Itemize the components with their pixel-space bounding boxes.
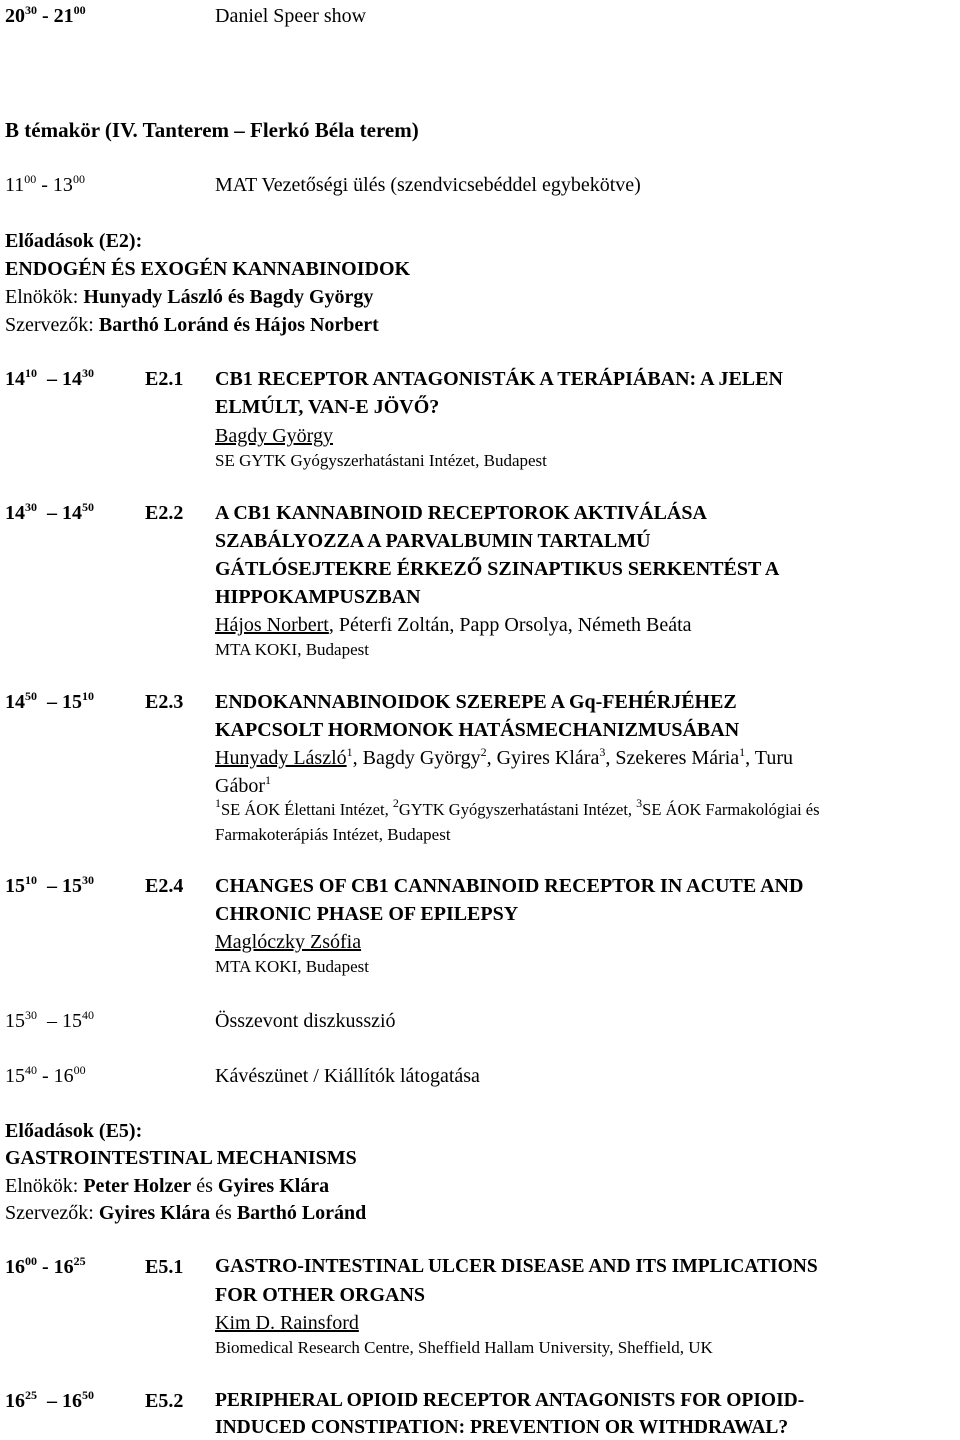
talk-affiliation: SE GYTK Gyógyszerhatástani Intézet, Budapest — [215, 451, 547, 470]
e2-organizers — [5, 315, 379, 335]
e5-chairs — [5, 1176, 329, 1196]
talk-presenter: Bagdy György — [215, 425, 333, 447]
slot-time-1430: $14^{30} - 14^{50}$ — [5, 500, 94, 524]
slot-time-1510: $15^{10} - 15^{30}$ — [5, 873, 94, 897]
e2-label: Előadások (E2): — [5, 230, 143, 252]
talk-presenter: Maglóczky Zsófia — [215, 931, 362, 953]
talk-code: E5.1 — [145, 1256, 184, 1278]
talk-title-line: KAPCSOLT HORMONOK HATÁSMECHANIZMUSÁBAN — [215, 719, 740, 741]
affil-1: SE ÁOK Élettani Intézet, — [221, 800, 389, 819]
talk-title-line: PERIPHERAL OPIOID RECEPTOR ANTAGONISTS FOR OPIOID- — [215, 1390, 805, 1411]
section-heading: B témakör (IV. Tanterem – Flerkó Béla terem) — [5, 118, 419, 142]
chairs-label: Elnökök: — [5, 286, 79, 308]
affil-2: GYTK Gyógyszerhatástani Intézet, — [398, 800, 633, 819]
discussion-text: Összevont diszkusszió — [215, 1010, 396, 1032]
e5-organizers — [5, 1203, 366, 1223]
organizer-1: Gyires Klára — [98, 1202, 211, 1224]
talk-title-line: CHRONIC PHASE OF EPILEPSY — [215, 903, 519, 925]
e5-title: GASTROINTESTINAL MECHANISMS — [5, 1147, 357, 1169]
affil-3: SE ÁOK Farmakológiai és — [642, 800, 820, 819]
talk-code: E2.3 — [145, 691, 184, 713]
and-word: és — [196, 1175, 213, 1197]
talk-presenter: Kim D. Rainsford — [215, 1312, 359, 1334]
slot-time-1600: $16^{00} - 16^{25}$ — [5, 1254, 86, 1278]
talk-code: E2.2 — [145, 502, 184, 524]
talk-presenter: Hájos Norbert — [215, 614, 329, 636]
talk-title-line: HIPPOKAMPUSZBAN — [215, 586, 421, 608]
talk-title-line: FOR OTHER ORGANS — [215, 1284, 426, 1306]
talk-authors: Hunyady László$^1$, Bagdy György$^2$, Gyires Klára$^3$, Szekeres Mária$^1$, Turu — [215, 745, 793, 769]
talk-authors-cont: Gábor$^1$ — [215, 773, 271, 797]
organizers-label: Szervezők: — [5, 1202, 94, 1224]
mat-meeting-text: MAT Vezetőségi ülés (szendvicsebéddel egybekötve) — [215, 174, 641, 196]
slot-time-1625: $16^{25} - 16^{50}$ — [5, 1388, 94, 1412]
talk-affiliation-cont: Farmakoterápiás Intézet, Budapest — [215, 825, 451, 844]
slot-time-1450: $14^{50} - 15^{10}$ — [5, 689, 94, 713]
talk-code: E2.1 — [145, 368, 184, 390]
talk-title-line: CB1 RECEPTOR ANTAGONISTÁK A TERÁPIÁBAN: A JELEN — [215, 368, 783, 390]
talk-code: E2.4 — [145, 875, 184, 897]
break-text: Kávészünet / Kiállítók látogatása — [215, 1065, 480, 1087]
talk-affiliation: Biomedical Research Centre, Sheffield Hallam University, Sheffield, UK — [215, 1338, 713, 1357]
slot-time-1410: $14^{10} - 14^{30}$ — [5, 366, 94, 390]
talk-affiliation: $^1$SE ÁOK Élettani Intézet, $^2$GYTK Gyógyszerhatástani Intézet, $^3$SE ÁOK Farmakológiai és — [215, 796, 820, 819]
chairs-label: Elnökök: — [5, 1175, 79, 1197]
slot-time-1540: $15^{40} - 16^{00}$ — [5, 1063, 86, 1087]
talk-title-line: GASTRO-INTESTINAL ULCER DISEASE AND ITS IMPLICATIONS — [215, 1256, 818, 1277]
organizer-2: Barthó Loránd — [236, 1202, 367, 1224]
talk-title-line: A CB1 KANNABINOID RECEPTOROK AKTIVÁLÁSA — [215, 502, 707, 524]
event-daniel-speer-show: Daniel Speer show — [215, 5, 367, 27]
organizers-label: Szervezők: — [5, 314, 94, 336]
talk-title-line: ELMÚLT, VAN-E JÖVŐ? — [215, 396, 440, 418]
talk-coauthors: , Péterfi Zoltán, Papp Orsolya, Németh Beáta — [328, 614, 692, 636]
slot-time-2030: $20^{30} - 21^{00}$ — [5, 3, 86, 27]
talk-affiliation: MTA KOKI, Budapest — [215, 957, 369, 976]
talk-code: E5.2 — [145, 1390, 184, 1412]
and-word: és — [215, 1202, 232, 1224]
slot-time-1530: $15^{30} - 15^{40}$ — [5, 1008, 94, 1032]
e2-title: ENDOGÉN ÉS EXOGÉN KANNABINOIDOK — [5, 258, 411, 280]
chairs-names: Hunyady László és Bagdy György — [83, 286, 374, 308]
talk-title-line: INDUCED CONSTIPATION: PREVENTION OR WITHDRAWAL? — [215, 1417, 789, 1438]
talk-authors — [215, 615, 692, 635]
slot-time-1100: $11^{00} - 13^{00}$ — [5, 172, 85, 196]
chair-2: Gyires Klára — [217, 1175, 330, 1197]
talk-presenter: Hunyady László — [215, 747, 347, 769]
talk-title-line: SZABÁLYOZZA A PARVALBUMIN TARTALMÚ — [215, 530, 651, 552]
talk-title-line: GÁTLÓSEJTEKRE ÉRKEZŐ SZINAPTIKUS SERKENTÉST A — [215, 558, 780, 580]
talk-title-line: CHANGES OF CB1 CANNABINOID RECEPTOR IN ACUTE AND — [215, 875, 804, 897]
talk-title-line: ENDOKANNABINOIDOK SZEREPE A Gq-FEHÉRJÉHEZ — [215, 691, 737, 713]
e5-label: Előadások (E5): — [5, 1120, 143, 1142]
organizers-names: Barthó Loránd és Hájos Norbert — [98, 314, 379, 336]
chair-1: Peter Holzer — [83, 1175, 192, 1197]
e2-chairs — [5, 287, 373, 307]
talk-affiliation: MTA KOKI, Budapest — [215, 640, 369, 659]
